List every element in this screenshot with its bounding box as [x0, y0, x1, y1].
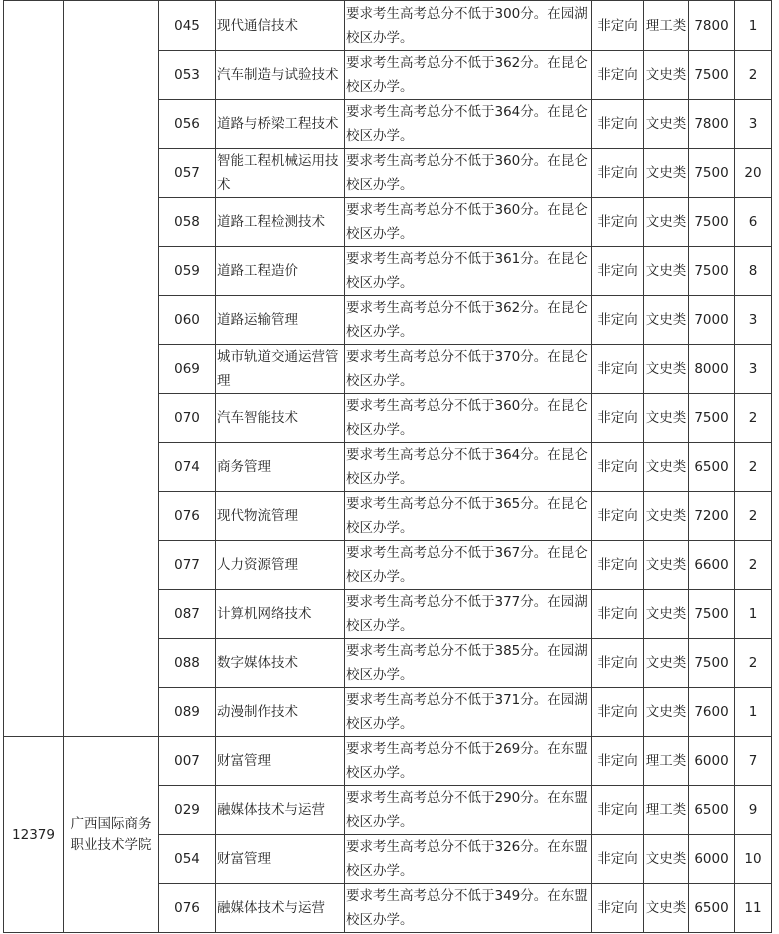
major-code: 070: [159, 394, 216, 443]
tuition-fee: 8000: [689, 345, 735, 394]
school-code: 12379: [4, 737, 64, 933]
quota: 2: [735, 394, 772, 443]
plan-type: 非定向: [592, 51, 644, 100]
major-code: 076: [159, 884, 216, 933]
major-name: 道路与桥梁工程技术: [216, 100, 345, 149]
subject-category: 文史类: [644, 884, 689, 933]
major-code: 060: [159, 296, 216, 345]
subject-category: 文史类: [644, 345, 689, 394]
plan-type: 非定向: [592, 737, 644, 786]
subject-category: 文史类: [644, 394, 689, 443]
major-name: 现代物流管理: [216, 492, 345, 541]
major-note: 要求考生高考总分不低于300分。在园湖校区办学。: [345, 1, 592, 51]
major-name: 融媒体技术与运营: [216, 786, 345, 835]
major-code: 059: [159, 247, 216, 296]
table-body: [4, 1, 772, 933]
enrollment-table: [3, 0, 772, 933]
prev-school-code-cell: [4, 1, 64, 737]
major-name: 道路工程造价: [216, 247, 345, 296]
major-name: 动漫制作技术: [216, 688, 345, 737]
major-code: 007: [159, 737, 216, 786]
major-code: 029: [159, 786, 216, 835]
quota: 3: [735, 345, 772, 394]
major-note: 要求考生高考总分不低于326分。在东盟校区办学。: [345, 835, 592, 884]
major-code: 088: [159, 639, 216, 688]
major-code: 053: [159, 51, 216, 100]
table-row: [4, 1, 772, 51]
quota: 10: [735, 835, 772, 884]
quota: 2: [735, 51, 772, 100]
tuition-fee: 6600: [689, 541, 735, 590]
tuition-fee: 7600: [689, 688, 735, 737]
quota: 1: [735, 590, 772, 639]
plan-type: 非定向: [592, 786, 644, 835]
tuition-fee: 7500: [689, 639, 735, 688]
plan-type: 非定向: [592, 884, 644, 933]
tuition-fee: 7000: [689, 296, 735, 345]
major-name: 财富管理: [216, 835, 345, 884]
subject-category: 文史类: [644, 51, 689, 100]
major-note: 要求考生高考总分不低于364分。在昆仑校区办学。: [345, 443, 592, 492]
major-name: 现代通信技术: [216, 1, 345, 51]
major-note: 要求考生高考总分不低于365分。在昆仑校区办学。: [345, 492, 592, 541]
quota: 8: [735, 247, 772, 296]
major-note: 要求考生高考总分不低于360分。在昆仑校区办学。: [345, 198, 592, 247]
plan-type: 非定向: [592, 590, 644, 639]
plan-type: 非定向: [592, 100, 644, 149]
major-name: 智能工程机械运用技术: [216, 149, 345, 198]
plan-type: 非定向: [592, 835, 644, 884]
quota: 2: [735, 639, 772, 688]
major-note: 要求考生高考总分不低于377分。在园湖校区办学。: [345, 590, 592, 639]
tuition-fee: 7500: [689, 51, 735, 100]
major-code: 089: [159, 688, 216, 737]
subject-category: 文史类: [644, 100, 689, 149]
tuition-fee: 6000: [689, 835, 735, 884]
subject-category: 理工类: [644, 737, 689, 786]
subject-category: 文史类: [644, 835, 689, 884]
major-code: 054: [159, 835, 216, 884]
major-name: 计算机网络技术: [216, 590, 345, 639]
plan-type: 非定向: [592, 198, 644, 247]
plan-type: 非定向: [592, 296, 644, 345]
major-note: 要求考生高考总分不低于269分。在东盟校区办学。: [345, 737, 592, 786]
major-name: 人力资源管理: [216, 541, 345, 590]
quota: 20: [735, 149, 772, 198]
major-note: 要求考生高考总分不低于367分。在昆仑校区办学。: [345, 541, 592, 590]
tuition-fee: 7500: [689, 247, 735, 296]
subject-category: 文史类: [644, 443, 689, 492]
plan-type: 非定向: [592, 492, 644, 541]
major-name: 商务管理: [216, 443, 345, 492]
quota: 7: [735, 737, 772, 786]
major-note: 要求考生高考总分不低于370分。在昆仑校区办学。: [345, 345, 592, 394]
major-name: 汽车智能技术: [216, 394, 345, 443]
plan-type: 非定向: [592, 247, 644, 296]
table-row: [4, 737, 772, 786]
major-code: 074: [159, 443, 216, 492]
plan-type: 非定向: [592, 443, 644, 492]
major-name: 汽车制造与试验技术: [216, 51, 345, 100]
school-name: 广西国际商务职业技术学院: [64, 737, 159, 933]
tuition-fee: 7500: [689, 198, 735, 247]
major-note: 要求考生高考总分不低于290分。在东盟校区办学。: [345, 786, 592, 835]
major-note: 要求考生高考总分不低于360分。在昆仑校区办学。: [345, 394, 592, 443]
plan-type: 非定向: [592, 149, 644, 198]
major-name: 道路运输管理: [216, 296, 345, 345]
tuition-fee: 6500: [689, 884, 735, 933]
plan-type: 非定向: [592, 1, 644, 51]
plan-type: 非定向: [592, 394, 644, 443]
major-note: 要求考生高考总分不低于371分。在园湖校区办学。: [345, 688, 592, 737]
major-code: 056: [159, 100, 216, 149]
quota: 3: [735, 296, 772, 345]
subject-category: 文史类: [644, 198, 689, 247]
subject-category: 理工类: [644, 1, 689, 51]
major-name: 融媒体技术与运营: [216, 884, 345, 933]
quota: 9: [735, 786, 772, 835]
major-code: 077: [159, 541, 216, 590]
quota: 6: [735, 198, 772, 247]
subject-category: 文史类: [644, 639, 689, 688]
plan-type: 非定向: [592, 688, 644, 737]
tuition-fee: 7500: [689, 590, 735, 639]
major-name: 财富管理: [216, 737, 345, 786]
major-note: 要求考生高考总分不低于349分。在东盟校区办学。: [345, 884, 592, 933]
subject-category: 理工类: [644, 786, 689, 835]
tuition-fee: 7500: [689, 394, 735, 443]
major-note: 要求考生高考总分不低于360分。在昆仑校区办学。: [345, 149, 592, 198]
quota: 1: [735, 1, 772, 51]
major-name: 道路工程检测技术: [216, 198, 345, 247]
plan-type: 非定向: [592, 345, 644, 394]
major-note: 要求考生高考总分不低于385分。在园湖校区办学。: [345, 639, 592, 688]
major-note: 要求考生高考总分不低于362分。在昆仑校区办学。: [345, 51, 592, 100]
subject-category: 文史类: [644, 149, 689, 198]
tuition-fee: 6500: [689, 786, 735, 835]
major-code: 058: [159, 198, 216, 247]
major-name: 数字媒体技术: [216, 639, 345, 688]
subject-category: 文史类: [644, 590, 689, 639]
subject-category: 文史类: [644, 296, 689, 345]
tuition-fee: 6500: [689, 443, 735, 492]
plan-type: 非定向: [592, 541, 644, 590]
quota: 2: [735, 492, 772, 541]
tuition-fee: 7500: [689, 149, 735, 198]
tuition-fee: 7200: [689, 492, 735, 541]
major-code: 069: [159, 345, 216, 394]
major-name: 城市轨道交通运营管理: [216, 345, 345, 394]
major-code: 045: [159, 1, 216, 51]
tuition-fee: 7800: [689, 1, 735, 51]
major-note: 要求考生高考总分不低于361分。在昆仑校区办学。: [345, 247, 592, 296]
quota: 11: [735, 884, 772, 933]
subject-category: 文史类: [644, 247, 689, 296]
major-note: 要求考生高考总分不低于362分。在昆仑校区办学。: [345, 296, 592, 345]
quota: 2: [735, 443, 772, 492]
major-note: 要求考生高考总分不低于364分。在昆仑校区办学。: [345, 100, 592, 149]
quota: 3: [735, 100, 772, 149]
subject-category: 文史类: [644, 492, 689, 541]
quota: 1: [735, 688, 772, 737]
tuition-fee: 6000: [689, 737, 735, 786]
tuition-fee: 7800: [689, 100, 735, 149]
major-code: 076: [159, 492, 216, 541]
subject-category: 文史类: [644, 688, 689, 737]
prev-school-name-cell: [64, 1, 159, 737]
quota: 2: [735, 541, 772, 590]
plan-type: 非定向: [592, 639, 644, 688]
major-code: 057: [159, 149, 216, 198]
major-code: 087: [159, 590, 216, 639]
subject-category: 文史类: [644, 541, 689, 590]
